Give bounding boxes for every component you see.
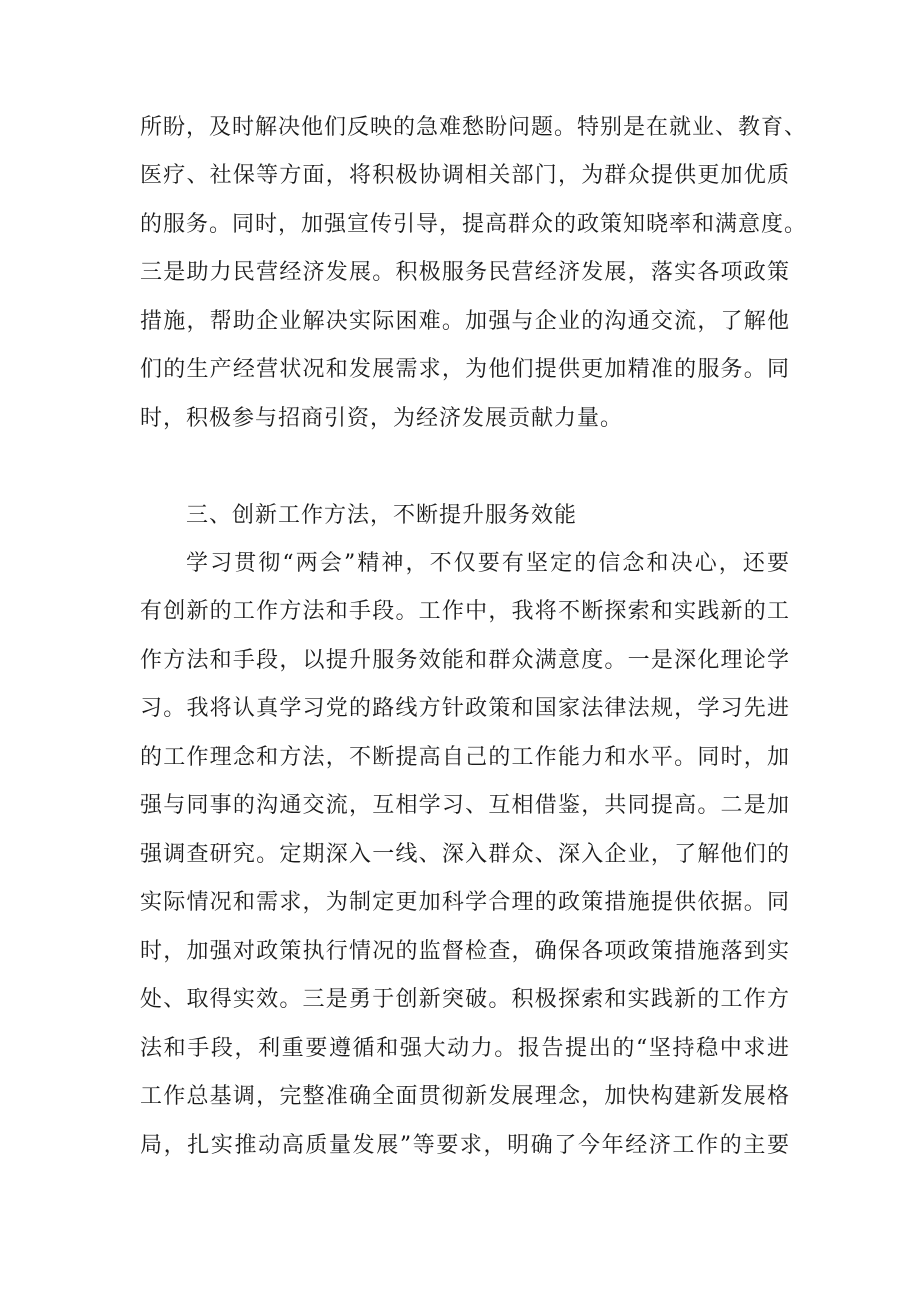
paragraph-line: 实际情况和需求，为制定更加科学合理的政策措施提供依据。同	[140, 890, 790, 915]
paragraph-line: 的工作理念和方法，不断提高自己的工作能力和水平。同时，加	[140, 745, 790, 770]
paragraph-line: 法和手段，利重要遵循和强大动力。报告提出的“坚持稳中求进	[140, 1036, 790, 1061]
paragraph-line: 学习贯彻“两会”精神，不仅要有坚定的信念和决心，还要	[186, 551, 790, 576]
paragraph-line: 所盼，及时解决他们反映的急难愁盼问题。特别是在就业、教育、	[140, 115, 808, 140]
section-heading: 三、创新工作方法，不断提升服务效能	[186, 503, 578, 528]
paragraph-line: 措施，帮助企业解决实际困难。加强与企业的沟通交流，了解他	[140, 309, 790, 334]
paragraph-line: 的服务。同时，加强宣传引导，提高群众的政策知晓率和满意度。	[140, 212, 808, 237]
paragraph-line: 时，积极参与招商引资，为经济发展贡献力量。	[140, 406, 624, 431]
paragraph-line: 强与同事的沟通交流，互相学习、互相借鉴，共同提高。二是加	[140, 793, 790, 818]
paragraph-line: 医疗、社保等方面，将积极协调相关部门，为群众提供更加优质	[140, 163, 790, 188]
paragraph-line: 工作总基调，完整准确全面贯彻新发展理念，加快构建新发展格	[140, 1084, 790, 1109]
paragraph-line: 三是助力民营经济发展。积极服务民营经济发展，落实各项政策	[140, 260, 790, 285]
paragraph-line: 时，加强对政策执行情况的监督检查，确保各项政策措施落到实	[140, 939, 790, 964]
paragraph-line: 习。我将认真学习党的路线方针政策和国家法律法规，学习先进	[140, 696, 790, 721]
paragraph-line: 强调查研究。定期深入一线、深入群众、深入企业，了解他们的	[140, 842, 790, 867]
paragraph-line: 局，扎实推动高质量发展”等要求，明确了今年经济工作的主要	[140, 1133, 790, 1158]
paragraph-line: 们的生产经营状况和发展需求，为他们提供更加精准的服务。同	[140, 357, 790, 382]
paragraph-line: 作方法和手段，以提升服务效能和群众满意度。一是深化理论学	[140, 648, 790, 673]
paragraph-line: 有创新的工作方法和手段。工作中，我将不断探索和实践新的工	[140, 599, 790, 624]
paragraph-line: 处、取得实效。三是勇于创新突破。积极探索和实践新的工作方	[140, 987, 790, 1012]
